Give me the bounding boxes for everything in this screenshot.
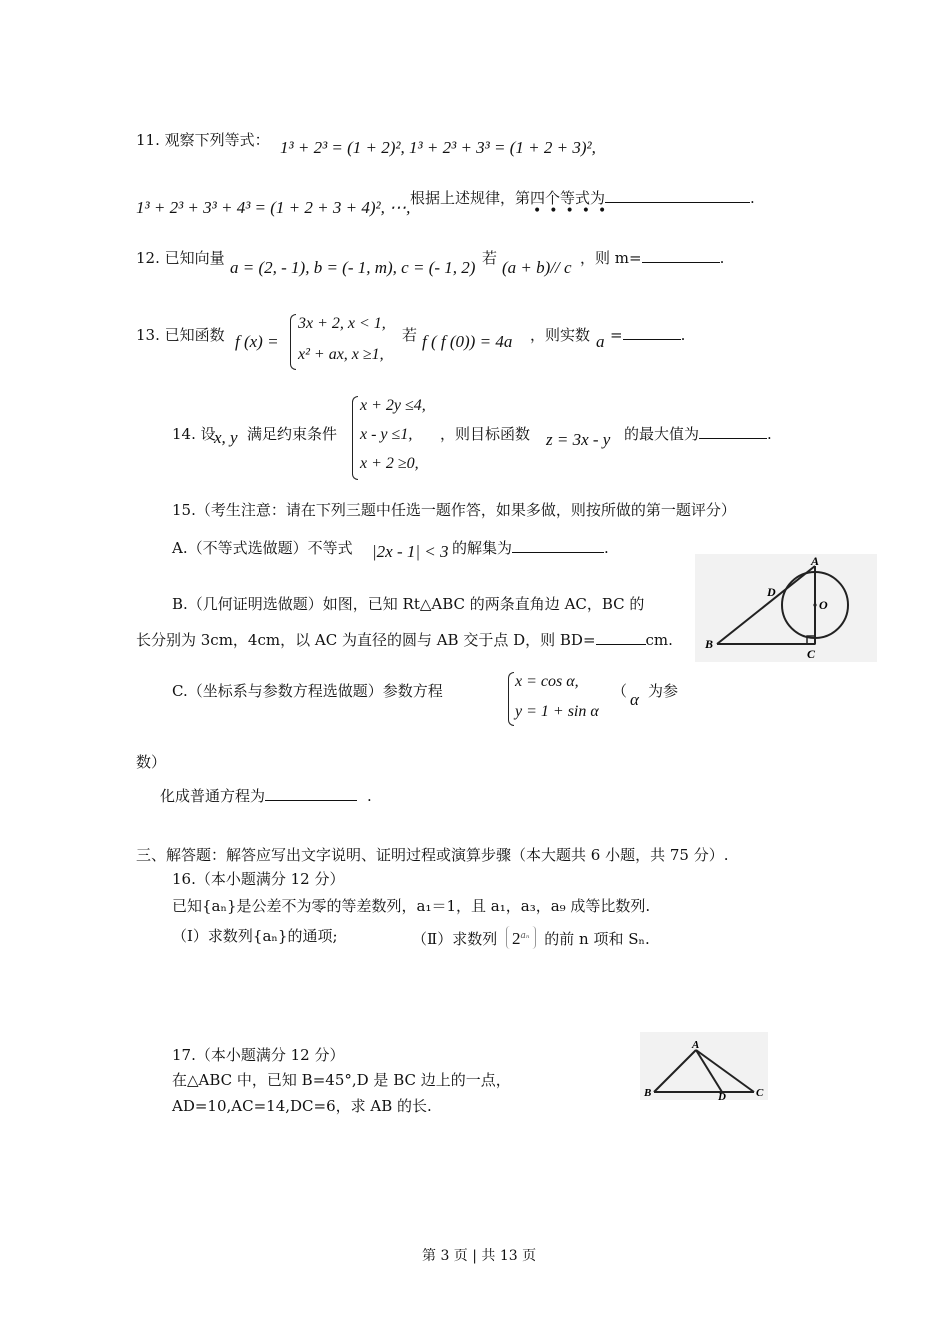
q15b-prompt: 长分别为 3cm，4cm，以 AC 为直径的圆与 AB 交于点 D，则 BD= (136, 631, 596, 649)
q15b-unit: cm. (645, 631, 673, 649)
q15a-label: A.（不等式选做题）不等式 (172, 539, 353, 557)
q15c-eq-2: y = 1 + sin α (515, 703, 599, 720)
q11-equation-1: 1³ + 2³ = (1 + 2)², 1³ + 2³ + 3³ = (1 + 2 + 3)², (280, 138, 596, 157)
q15b-figure (695, 554, 877, 662)
q14-constraint-1: x + 2y ≤4, (360, 397, 426, 414)
q13-equals: = (610, 326, 623, 344)
segment-ab (717, 566, 815, 644)
q11-label: 11. 观察下列等式： (136, 131, 270, 149)
q15c-text: 为参 (648, 682, 679, 700)
q15a-answer-line (452, 538, 609, 558)
q11-emphasis-dots: ••••• (533, 203, 615, 219)
label-o: O (819, 598, 828, 612)
q11-equation-2: 1³ + 2³ + 3³ + 4³ = (1 + 2 + 3 + 4)², ⋯, (136, 198, 411, 217)
q15c-brace (508, 672, 514, 726)
q15c-label: C.（坐标系与参数方程选做题）参数方程 (172, 682, 443, 700)
q12-if: 若 (482, 249, 498, 267)
page-footer: 第 3 页 | 共 13 页 (422, 1248, 537, 1264)
label-b: B (705, 637, 714, 651)
q13-brace (290, 314, 296, 370)
q15c-answer-blank[interactable] (265, 786, 357, 801)
q17-figure (640, 1032, 768, 1100)
q11-period: . (750, 189, 755, 207)
q13-answer-line (610, 325, 685, 345)
q16-part-2 (412, 926, 650, 949)
q12-prompt: ，则 m= (580, 249, 642, 267)
q15-header: 15.（考生注意：请在下列三题中任选一题作答，如果多做，则按所做的第一题评分） (172, 501, 736, 519)
q12-condition: (a + b)// c (502, 258, 572, 277)
q14-answer-line (624, 424, 772, 444)
q15c-period: . (367, 787, 372, 805)
q11-prompt: 根据上述规律，第四个等式为 (410, 189, 606, 207)
segment-ad (696, 1050, 722, 1092)
q11-answer-blank[interactable] (605, 188, 750, 203)
q15c-continued: 数） (136, 753, 167, 771)
q12-vectors: a = (2, - 1), b = (- 1, m), c = (- 1, 2) (230, 258, 476, 277)
q13-period: . (680, 326, 686, 344)
q13-case-1: 3x + 2, x < 1, (298, 315, 386, 332)
q15b-figure-svg (695, 554, 877, 662)
label-a: A (811, 554, 820, 568)
q15b-line-1: B.（几何证明选做题）如图，已知 Rt△ABC 的两条直角边 AC，BC 的 (172, 595, 645, 613)
q14-period: . (767, 425, 772, 443)
label-c: C (807, 647, 816, 661)
label-a: A (692, 1039, 700, 1051)
label-d: D (718, 1091, 726, 1100)
q14-vars: x, y (214, 428, 238, 447)
q16-sequence-brace (506, 926, 536, 949)
label-b: B (644, 1087, 652, 1099)
q15a-answer-blank[interactable] (512, 538, 604, 553)
center-point (813, 603, 816, 606)
q13-then: ，则实数 (530, 326, 591, 344)
q16-part-2-rest: 的前 n 项和 Sₙ. (544, 930, 650, 948)
q15c-prompt: 化成普通方程为 (160, 787, 266, 805)
q14-answer-blank[interactable] (699, 424, 767, 439)
q13-if: 若 (402, 326, 418, 344)
q16-part-2-prompt: （Ⅱ）求数列 (412, 930, 498, 948)
q12-period: . (719, 249, 725, 267)
q12-label: 12. 已知向量 (136, 249, 225, 267)
q15a-prompt: 的解集为 (452, 539, 513, 557)
q16-part-1: （Ⅰ）求数列{aₙ}的通项; (172, 927, 338, 945)
q16-line-1: 已知{aₙ}是公差不为零的等差数列，a₁＝1，且 a₁，a₃，a₉ 成等比数列. (172, 897, 651, 915)
q13-case-2: x² + ax, x ≥1, (298, 346, 384, 363)
q15c-alpha: α (630, 690, 639, 709)
segment-ac (696, 1050, 754, 1092)
q14-constraint-3: x + 2 ≥0, (360, 455, 419, 472)
q15b-line-2 (136, 630, 673, 650)
q16-header: 16.（本小题满分 12 分） (172, 870, 345, 888)
segment-ab (654, 1050, 696, 1092)
q15a-period: . (604, 539, 609, 557)
q13-label: 13. 已知函数 (136, 326, 225, 344)
q13-fx: f (x) = (235, 332, 279, 351)
q14-objective: z = 3x - y (546, 430, 611, 449)
q14-constraint-2: x - y ≤1, (360, 426, 413, 443)
q14-text-1: 满足约束条件 (247, 425, 338, 443)
q13-var: a (596, 332, 605, 351)
q15c-eq-1: x = cos α, (515, 673, 579, 690)
q14-prompt: 的最大值为 (624, 425, 700, 443)
q12-then (580, 248, 724, 268)
label-c: C (756, 1087, 764, 1099)
q15c-answer-line (160, 786, 372, 806)
q15a-inequality: |2x - 1| < 3 (372, 542, 449, 561)
q17-line-1: 在△ABC 中，已知 B=45°,D 是 BC 边上的一点， (172, 1071, 511, 1089)
q14-text-2: ，则目标函数 (440, 425, 531, 443)
q14-brace (352, 396, 358, 480)
label-d: D (767, 585, 776, 599)
q13-condition: f ( f (0)) = 4a (422, 332, 513, 351)
q17-line-2: AD=10,AC=14,DC=6，求 AB 的长. (172, 1097, 432, 1115)
q12-answer-blank[interactable] (642, 248, 720, 263)
q16-base: 2 (511, 929, 521, 948)
q16-exponent: aₙ (520, 931, 530, 941)
q15b-answer-blank[interactable] (596, 630, 646, 645)
q13-answer-blank[interactable] (623, 325, 681, 340)
q15c-paren: （ (612, 682, 628, 700)
q17-figure-svg (640, 1032, 768, 1100)
q17-header: 17.（本小题满分 12 分） (172, 1046, 345, 1064)
section-3-title: 三、解答题：解答应写出文字说明、证明过程或演算步骤（本大题共 6 小题，共 75 分）. (136, 846, 729, 864)
q14-label: 14. 设 (172, 425, 216, 443)
